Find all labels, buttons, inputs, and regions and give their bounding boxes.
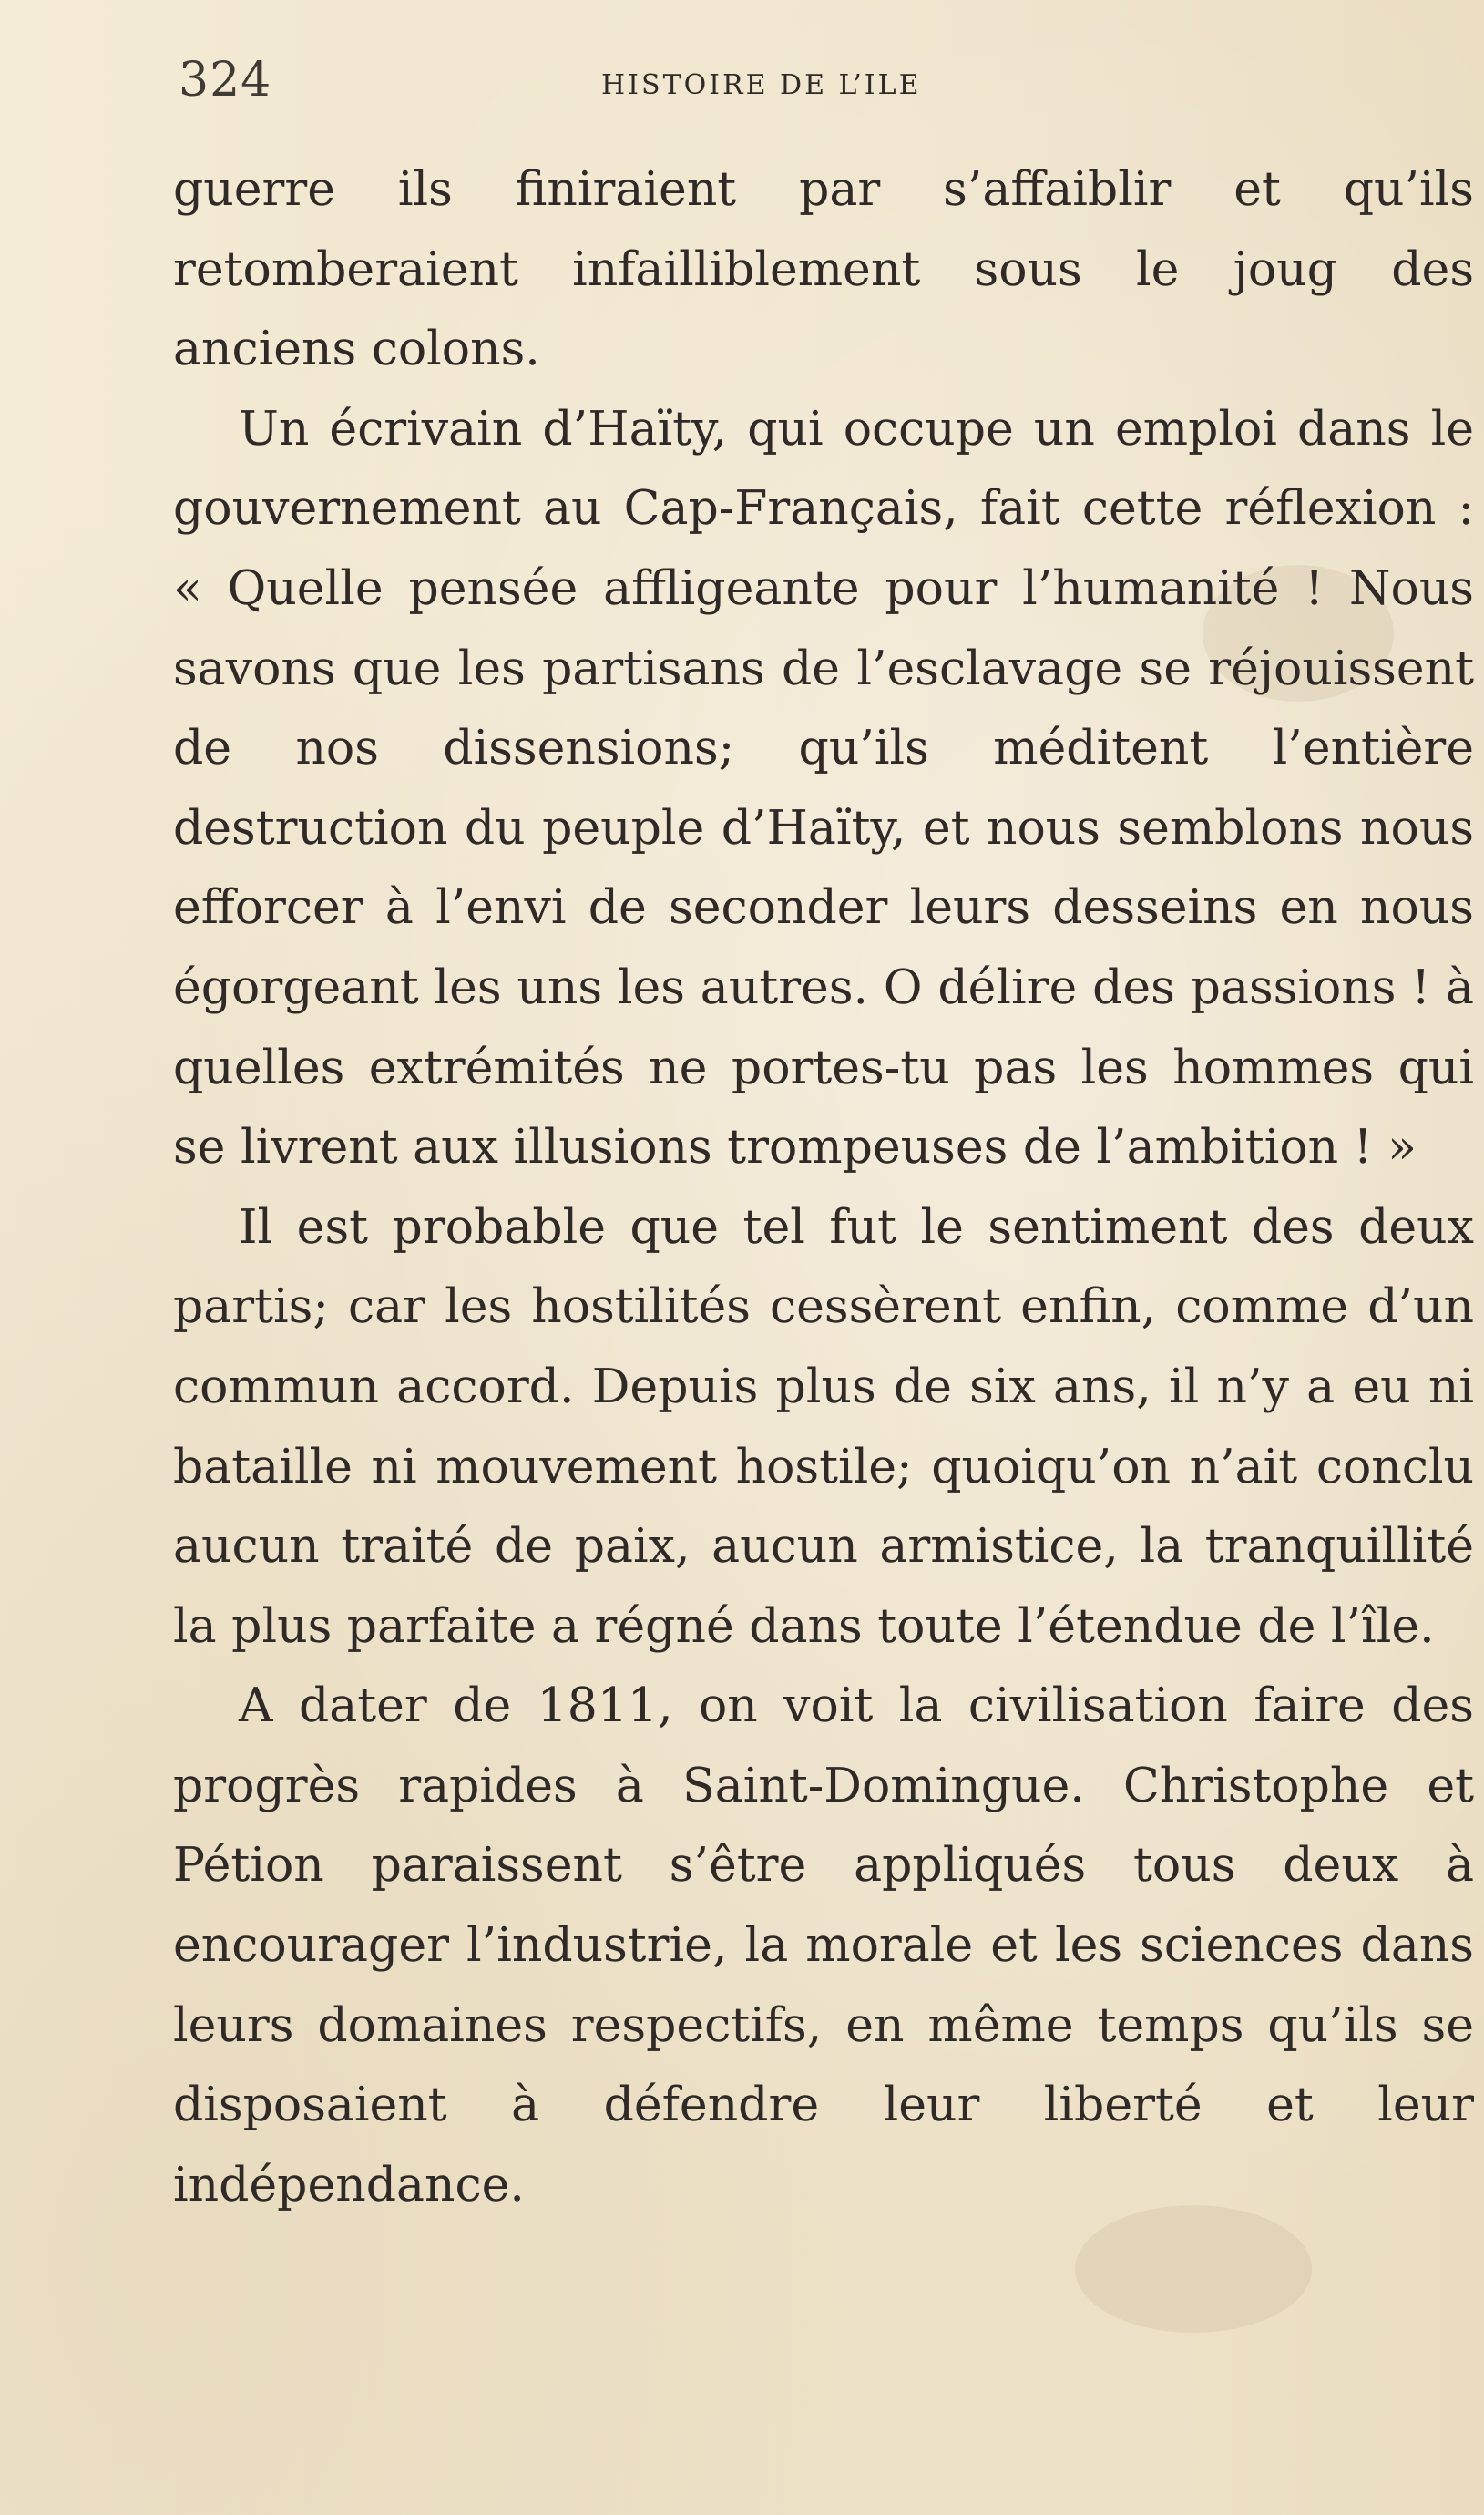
body-text bbox=[173, 150, 1474, 2225]
paragraph-quote: Un écrivain d’Haïty, qui occupe un emploi dans le gouvernement au Cap-Français, fait cette réflexion : « Quelle pensée affligeante pour l’humanité ! Nous savons que les partisans de l’esclavage se réjouissent de nos dissensions; qu’ils méditent l’entière destruction du peuple d’Haïty, et nous semblons nous efforcer à l’envi de seconder leurs desseins en nous égorgeant les uns les autres. O délire des passions ! à quelles extrémités ne portes-tu pas les hommes qui se livrent aux illusions trompeuses de l’ambition ! » bbox=[173, 401, 1474, 1175]
page-header bbox=[179, 53, 1445, 135]
page-number: 324 bbox=[179, 53, 272, 108]
paragraph-hostilities: Il est probable que tel fut le sentiment des deux partis; car les hostilités cessèrent enfin, comme d’un commun accord. Depuis plus de six ans, il n’y a eu ni bataille ni mouvement hostile; quoiqu’on n’ait conclu aucun traité de paix, aucun armistice, la tranquillité la plus parfaite a régné dans toute l’étendue de l’île. bbox=[173, 1199, 1474, 1654]
paragraph-continued: guerre ils finiraient par s’affaiblir et qu’ils retomberaient infailliblement sous le joug des anciens colons. bbox=[173, 162, 1474, 377]
running-head: HISTOIRE DE L’ILE bbox=[601, 69, 922, 101]
paragraph-civilisation: A dater de 1811, on voit la civilisation faire des progrès rapides à Saint-Domingue. Christophe et Pétion paraissent s’être appliqués tous deux à encourager l’industrie, la morale et les sciences dans leurs domaines respectifs, en même temps qu’ils se disposaient à défendre leur liberté et leur indépendance. bbox=[173, 1678, 1474, 2212]
